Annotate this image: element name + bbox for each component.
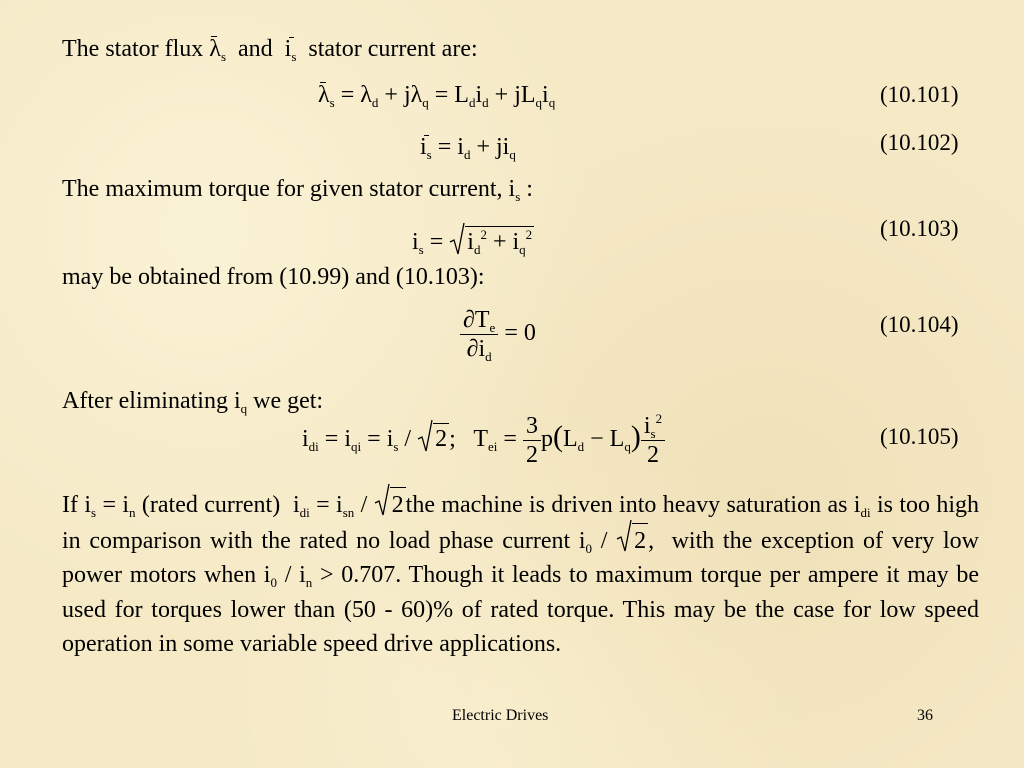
footer-title: Electric Drives (452, 707, 549, 724)
intro-line: The stator flux $\lambda_s$ and $i_s$ stator current are: (62, 36, 478, 64)
equation-number: (10.104) (880, 312, 959, 337)
equation-number: (10.102) (880, 130, 959, 155)
after-eliminating-line: After eliminating $i_q$ we get: (62, 388, 324, 416)
equation-number: (10.103) (880, 216, 959, 241)
body-paragraph: If $i_s = i_n$ (rated current) $i_{di} = i_{sn}$ / 2the machine is driven into heavy saturation as $i_{di}$ is too high in comparison with the rated no load phase current $i_0$ / 2, with the exception of very low power motors when $i_0 / i_n > 0.707$. Though it leads to maximum torque per ampere it may be used for torques lower than (50 - 60)% of rated torque. This may be the case for low speed operation in some variable speed drive applications. (62, 487, 979, 662)
equation-10-103: $i_s$ = $i_d^2 + i_q^2$ (412, 226, 534, 257)
max-torque-line: The maximum torque for given stator current, $i_s$ : (62, 176, 533, 204)
page-number: 36 (917, 707, 933, 724)
equation-10-104: $\frac{\partial T_e}{\partial i_d}$ = 0 (460, 306, 536, 363)
equation-number: (10.105) (880, 424, 959, 449)
obtained-line: may be obtained from (10.99) and (10.103): (62, 264, 485, 290)
equation-number: (10.101) (880, 82, 959, 107)
equation-10-105: $i_{di} = i_{qi} = i_s$ / 2; $T_{ei}$ = $\frac{3}{2}$ $p(L_d - L_q)$ $\frac{i_s^2}{2}$ (302, 412, 665, 469)
equation-10-101: $\lambda_s = \lambda_d + j\lambda_q = L_di_d + jL_qi_q$ (318, 82, 556, 110)
lambda-s-symbol: λ (209, 36, 221, 62)
i-s-symbol: i (284, 36, 292, 62)
equation-10-102: $i_s = i_d + ji_q$ (420, 134, 516, 162)
